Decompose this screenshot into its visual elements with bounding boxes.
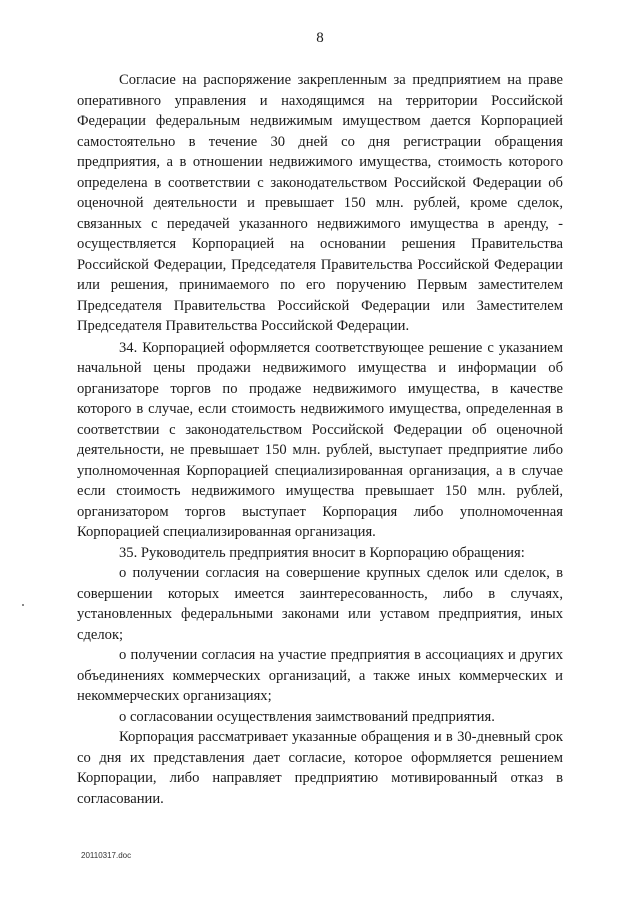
paragraph-consent-disposal: Согласие на распоряжение закрепленным за предприятием на праве оперативного управления и находящимся на территории Российской Федерации федеральным недвижимым имуществом дается Корпорацией самостоятельно в течение 30 дней со дня регистрации обращения предприятия, а в отношении недвижимого имущества, стоимость которого определена в соответствии с законодательством Российской Федерации об оценочной деятельности и превышает 150 млн. рублей, кроме сделок, связанных с передачей указанного недвижимого имущества в аренду, - осуществляется Корпорацией на основании решения Правительства Российской Федерации, Председателя Правительства Российской Федерации или решения, принимаемого по его поручению Первым заместителем Председателя Правительства Российской Федерации или Заместителем Председателя Правительства Российской Федерации. (77, 72, 563, 334)
page-number: 8 (316, 30, 324, 46)
list-item-borrowings: о согласовании осуществления заимствований предприятия. (119, 708, 495, 725)
paragraph-35: 35. Руководитель предприятия вносит в Корпорацию обращения: (119, 544, 525, 561)
paragraph-34: 34. Корпорацией оформляется соответствующее решение с указанием начальной цены продажи недвижимого имущества и информации об организаторе торгов по продаже недвижимого имущества, в качестве которого в случае, если стоимость недвижимого имущества, определенная в соответствии с законодательством Российской Федерации об оценочной деятельности, не превышает 150 млн. рублей, выступает предприятие либо уполномоченная Корпорацией специализированная организация, а в случае если стоимость недвижимого имущества превышает 150 млн. рублей, организатором торгов выступает Корпорация либо уполномоченная Корпорацией специализированная организация. (77, 339, 563, 540)
list-item-associations: о получении согласия на участие предприятия в ассоциациях и других объединениях коммерческих организаций, а также иных коммерческих и некоммерческих организациях; (77, 647, 563, 704)
margin-mark (22, 604, 24, 606)
footer-filename: 20110317.doc (81, 851, 132, 860)
list-item-major-deals: о получении согласия на совершение крупных сделок или сделок, в совершении которых имеется заинтересованность, либо в случаях, установленных федеральными законами или уставом предприятия, иных сделок; (77, 565, 563, 643)
document-body (77, 70, 563, 809)
paragraph-corporation-review: Корпорация рассматривает указанные обращения и в 30-дневный срок со дня их представления дает согласие, которое оформляется решением Корпорации, либо направляет предприятию мотивированный отказ в согласовании. (77, 729, 563, 807)
